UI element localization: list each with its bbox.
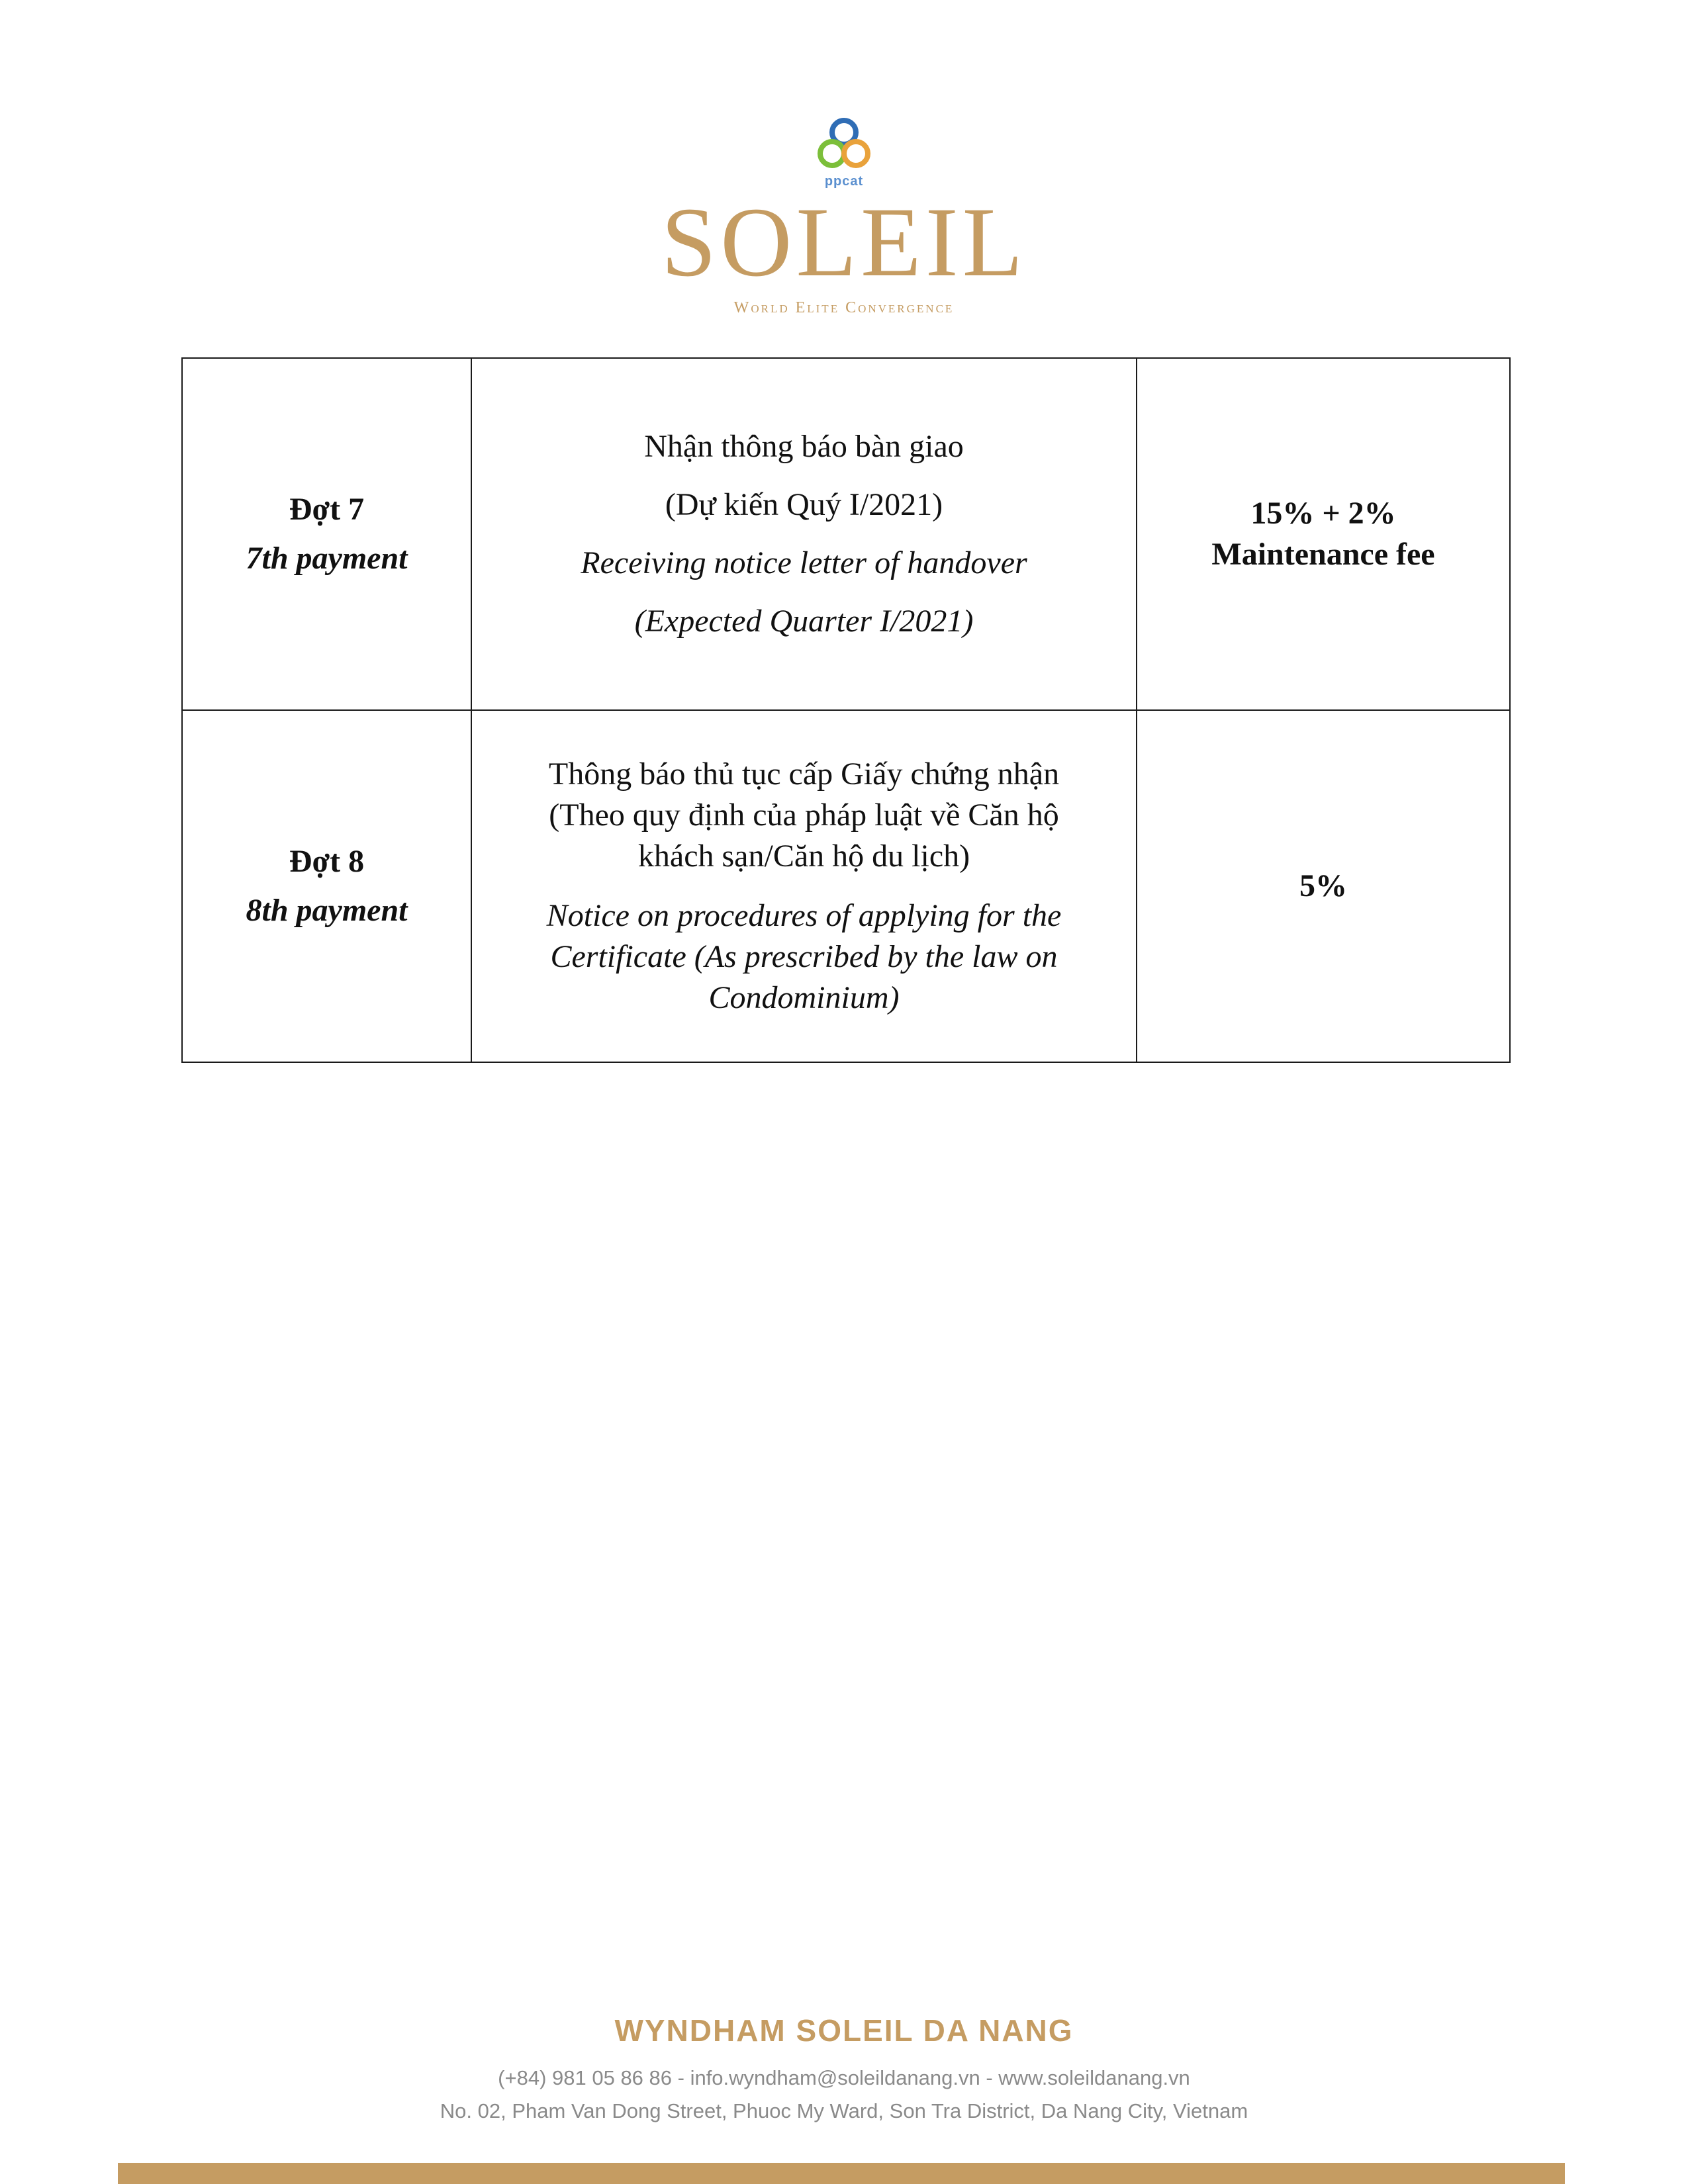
phase-label-en: 7th payment (246, 541, 408, 576)
phase-label-en: 8th payment (246, 893, 408, 928)
milestone-en-line: (Expected Quarter I/2021) (634, 604, 974, 639)
milestone-en-line: Receiving notice letter of handover (581, 545, 1027, 580)
phase-label-vi: Đợt 8 (289, 844, 365, 879)
milestone-vi-line: (Dự kiến Quý I/2021) (665, 487, 943, 522)
table-row (182, 710, 1510, 1062)
milestone-en-line: Condominium) (708, 980, 900, 1015)
phase-cell (182, 710, 471, 1062)
milestone-en-line: Certificate (As prescribed by the law on (550, 939, 1058, 974)
header-logo (0, 113, 1688, 317)
milestone-cell (471, 710, 1137, 1062)
amount-cell (1137, 358, 1510, 710)
logo-small-text: ppcat (824, 174, 864, 189)
milestone-vi-line: (Theo quy định của pháp luật về Căn hộ (549, 797, 1059, 833)
footer-company-name: WYNDHAM SOLEIL DA NANG (614, 2013, 1074, 2048)
milestone-vi-line: khách sạn/Căn hộ du lịch) (637, 839, 970, 874)
amount-cell (1137, 710, 1510, 1062)
brand-wordmark: SOLEIL (661, 187, 1027, 297)
phase-cell (182, 358, 471, 710)
phase-label-vi: Đợt 7 (289, 492, 365, 527)
milestone-vi-line: Thông báo thủ tục cấp Giấy chứng nhận (548, 756, 1060, 792)
milestone-en-line: Notice on procedures of applying for the (546, 898, 1062, 933)
milestone-cell (471, 358, 1137, 710)
milestone-vi-line: Nhận thông báo bàn giao (644, 429, 964, 464)
amount-value: 15% + 2% (1250, 496, 1396, 531)
table-row (182, 358, 1510, 710)
page-footer (0, 2012, 1688, 2126)
footer-address-line: No. 02, Pham Van Dong Street, Phuoc My Ward, Son Tra District, Da Nang City, Vietnam (440, 2099, 1248, 2122)
footer-accent-bar (118, 2163, 1565, 2184)
footer-contact-line: (+84) 981 05 86 86 - info.wyndham@soleildanang.vn - www.soleildanang.vn (498, 2066, 1190, 2089)
amount-note: Maintenance fee (1211, 537, 1435, 572)
amount-value: 5% (1299, 868, 1347, 903)
payment-schedule-table (181, 357, 1511, 1063)
ppcat-rings-logo-icon (811, 113, 877, 179)
brand-tagline: World Elite Convergence (733, 299, 955, 316)
